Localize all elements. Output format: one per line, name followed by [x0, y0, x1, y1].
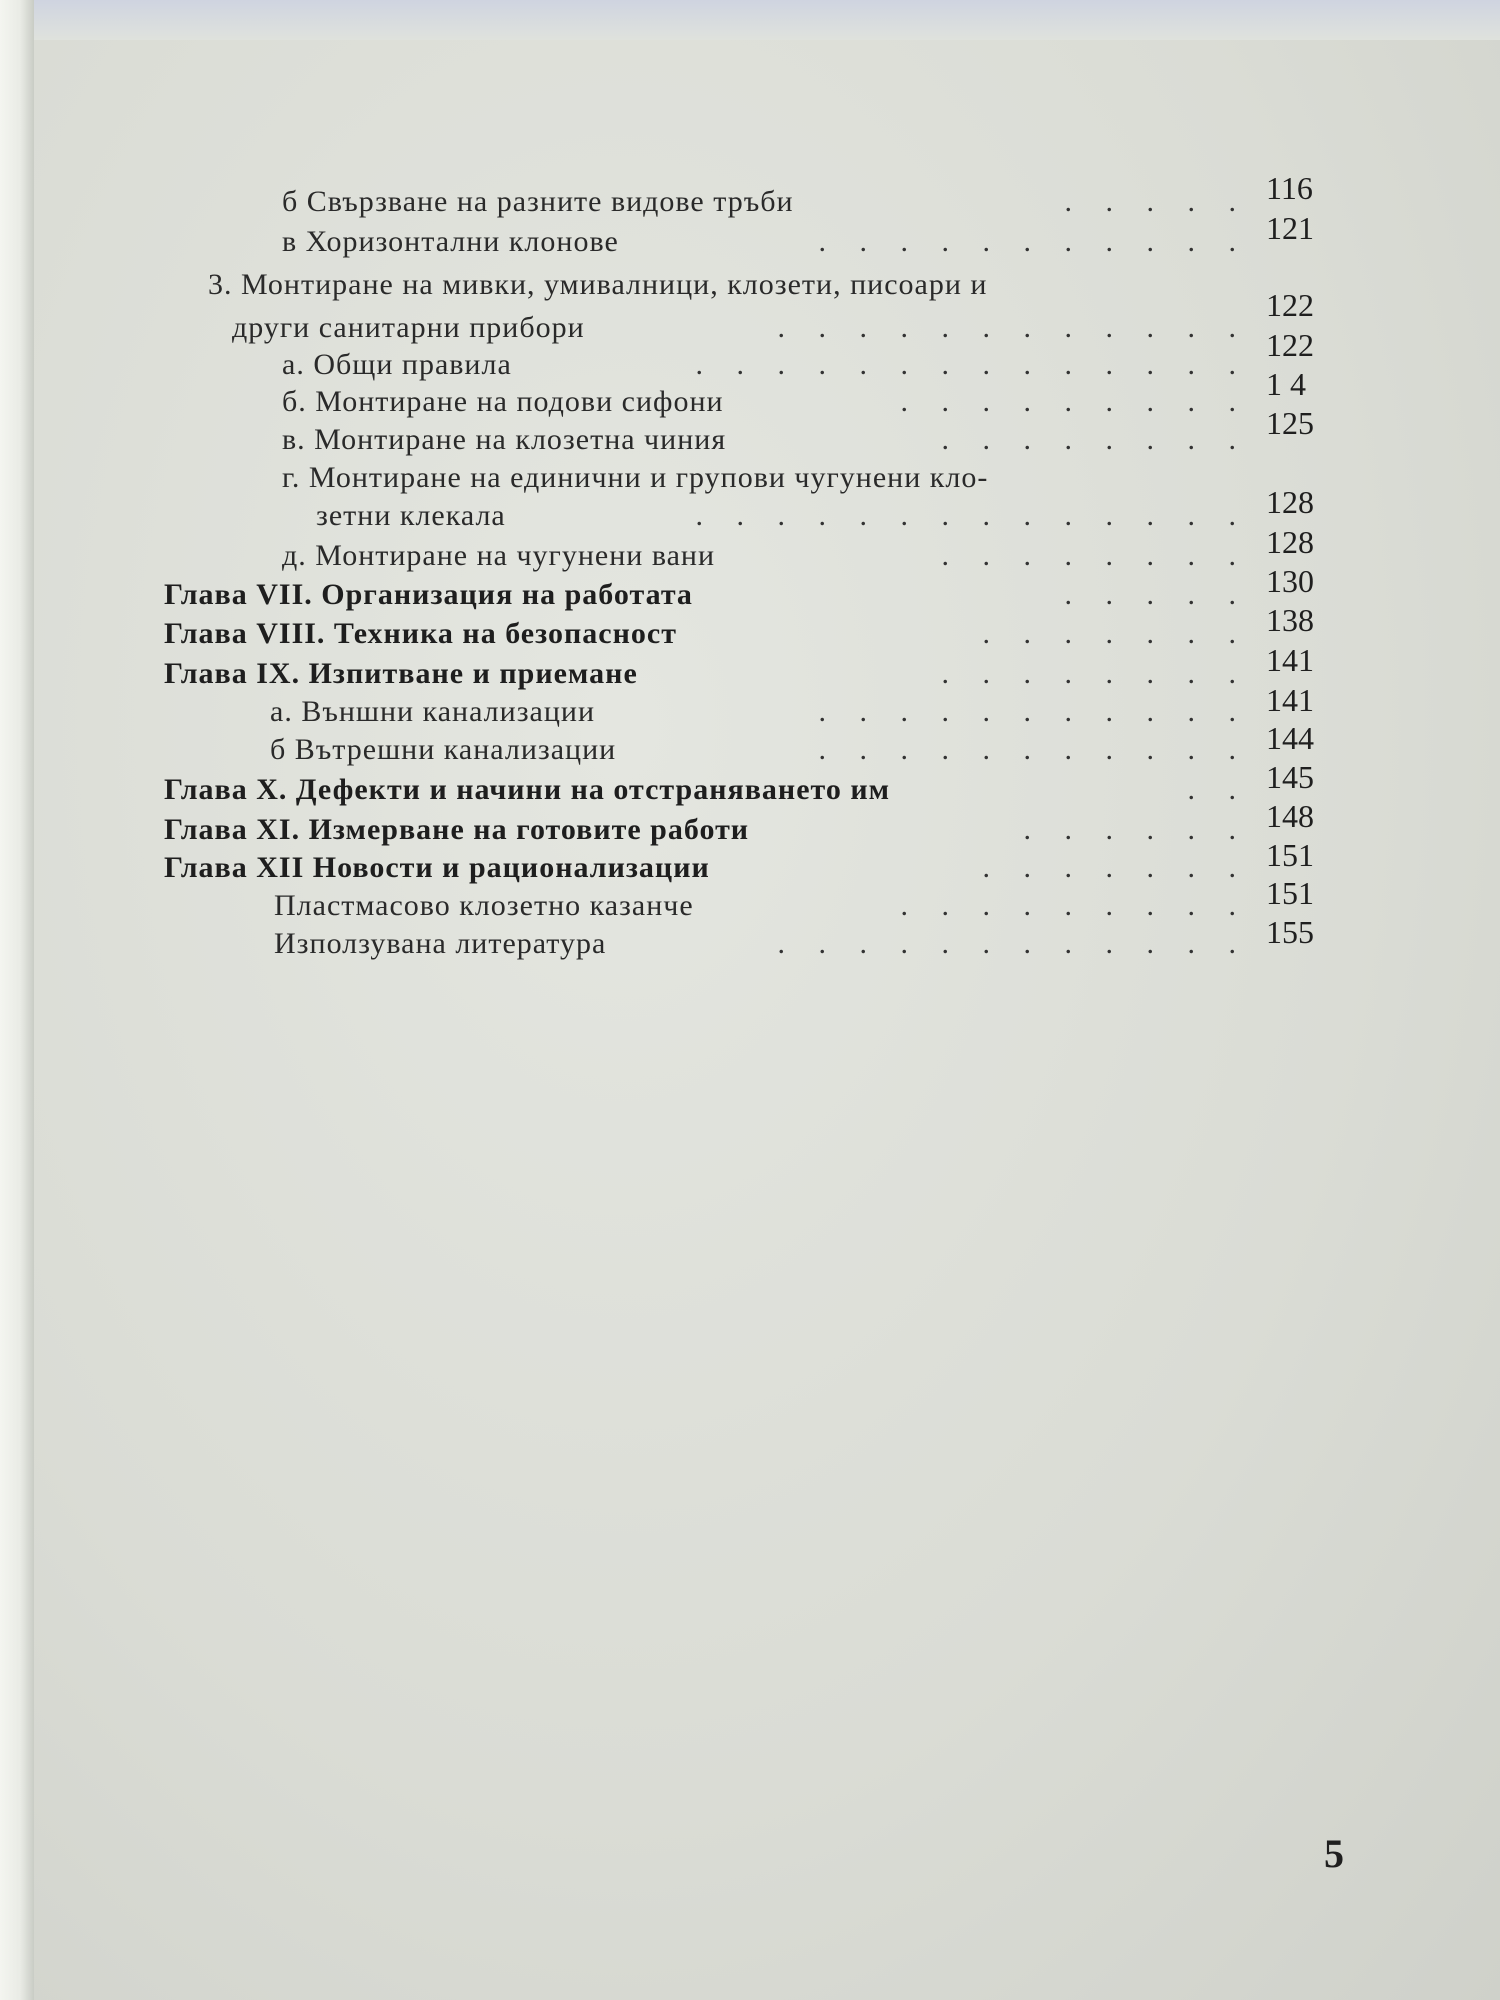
page-ref: 128 — [1266, 484, 1314, 520]
toc-entry: а. Общи правила — [282, 348, 512, 381]
dot-leader: . . . . . . . . . . . — [818, 225, 1249, 258]
dot-leader: . . . . . . . . . — [900, 385, 1249, 418]
dot-leader: . . . . . . . . — [941, 423, 1249, 456]
toc-entry: б Свързване на разните видове тръби — [282, 185, 794, 218]
toc-entry: зетни клекала — [316, 499, 506, 532]
toc-entry: в. Монтиране на клозетна чиния — [282, 423, 727, 456]
page-ref: 121 — [1266, 210, 1314, 246]
page-ref: 141 — [1266, 642, 1314, 678]
page-ref: 145 — [1266, 759, 1314, 795]
dot-leader: . . . . . . . . . . . . . . — [695, 499, 1249, 532]
dot-leader: . . . . . . . . . . . . . . — [695, 348, 1249, 381]
dot-leader: . . . . . . . — [982, 617, 1249, 650]
page-ref: 122 — [1266, 327, 1314, 363]
toc-entry: 3. Монтиране на мивки, умивалници, клозети, писоари и — [208, 268, 988, 301]
page-ref: 130 — [1266, 563, 1314, 599]
toc-chapter: Глава VIII. Техника на безопасност — [164, 617, 677, 650]
toc-chapter: Глава X. Дефекти и начини на отстраняването им — [164, 773, 891, 806]
page-ref: 148 — [1266, 798, 1314, 834]
toc-entry: други санитарни прибори — [232, 311, 585, 344]
page-ref: 116 — [1266, 170, 1313, 206]
dot-leader: . . . . . . . . . . . — [818, 695, 1249, 728]
dot-leader: . . . . . . . . . — [900, 889, 1249, 922]
dot-leader: . . . . . . . . — [941, 539, 1249, 572]
page-ref: 125 — [1266, 405, 1314, 441]
page-ref: 138 — [1266, 602, 1314, 638]
dot-leader: . . . . . — [1064, 185, 1249, 218]
dot-leader: . . . . . . . — [982, 851, 1249, 884]
page-ref: 144 — [1266, 720, 1314, 756]
dot-leader: . . . . . . . . . . . . — [777, 927, 1249, 960]
page-ref: 151 — [1266, 875, 1314, 911]
page-number: 5 — [1324, 1831, 1344, 1876]
dot-leader: . . . . . — [1064, 578, 1249, 611]
toc-entry: г. Монтиране на единични и групови чугунени кло- — [282, 461, 989, 494]
toc-entry: а. Външни канализации — [270, 695, 596, 728]
toc-chapter: Глава XII Новости и рационализации — [164, 851, 710, 884]
page-ref: 122 — [1266, 287, 1314, 323]
table-of-contents — [34, 40, 1500, 2000]
dot-leader: . . . . . . . . — [941, 657, 1249, 690]
dot-leader: . . . . . . . . . . . — [818, 733, 1249, 766]
background-strip — [0, 0, 1500, 40]
page-ref: 141 — [1266, 682, 1314, 718]
dot-leader: . . — [1187, 773, 1249, 806]
toc-entry: Пластмасово клозетно казанче — [274, 889, 694, 922]
toc-entry: в Хоризонтални клонове — [282, 225, 619, 258]
toc-chapter: Глава XI. Измерване на готовите работи — [164, 813, 750, 846]
toc-entry: б. Монтиране на подови сифони — [282, 385, 724, 418]
toc-entry: б Вътрешни канализации — [270, 733, 617, 766]
page-ref: 1 4 — [1266, 366, 1306, 402]
page-ref: 128 — [1266, 524, 1314, 560]
page-ref: 155 — [1266, 914, 1314, 950]
dot-leader: . . . . . . . . . . . . — [777, 311, 1249, 344]
page-binding-edge — [0, 0, 34, 2000]
page-ref: 151 — [1266, 837, 1314, 873]
toc-entry: Използувана литература — [274, 927, 607, 960]
toc-chapter: Глава VII. Организация на работата — [164, 578, 693, 611]
toc-entry: д. Монтиране на чугунени вани — [282, 539, 716, 572]
book-page — [34, 40, 1500, 2000]
dot-leader: . . . . . . — [1023, 813, 1249, 846]
toc-chapter: Глава IX. Изпитване и приемане — [164, 657, 638, 690]
